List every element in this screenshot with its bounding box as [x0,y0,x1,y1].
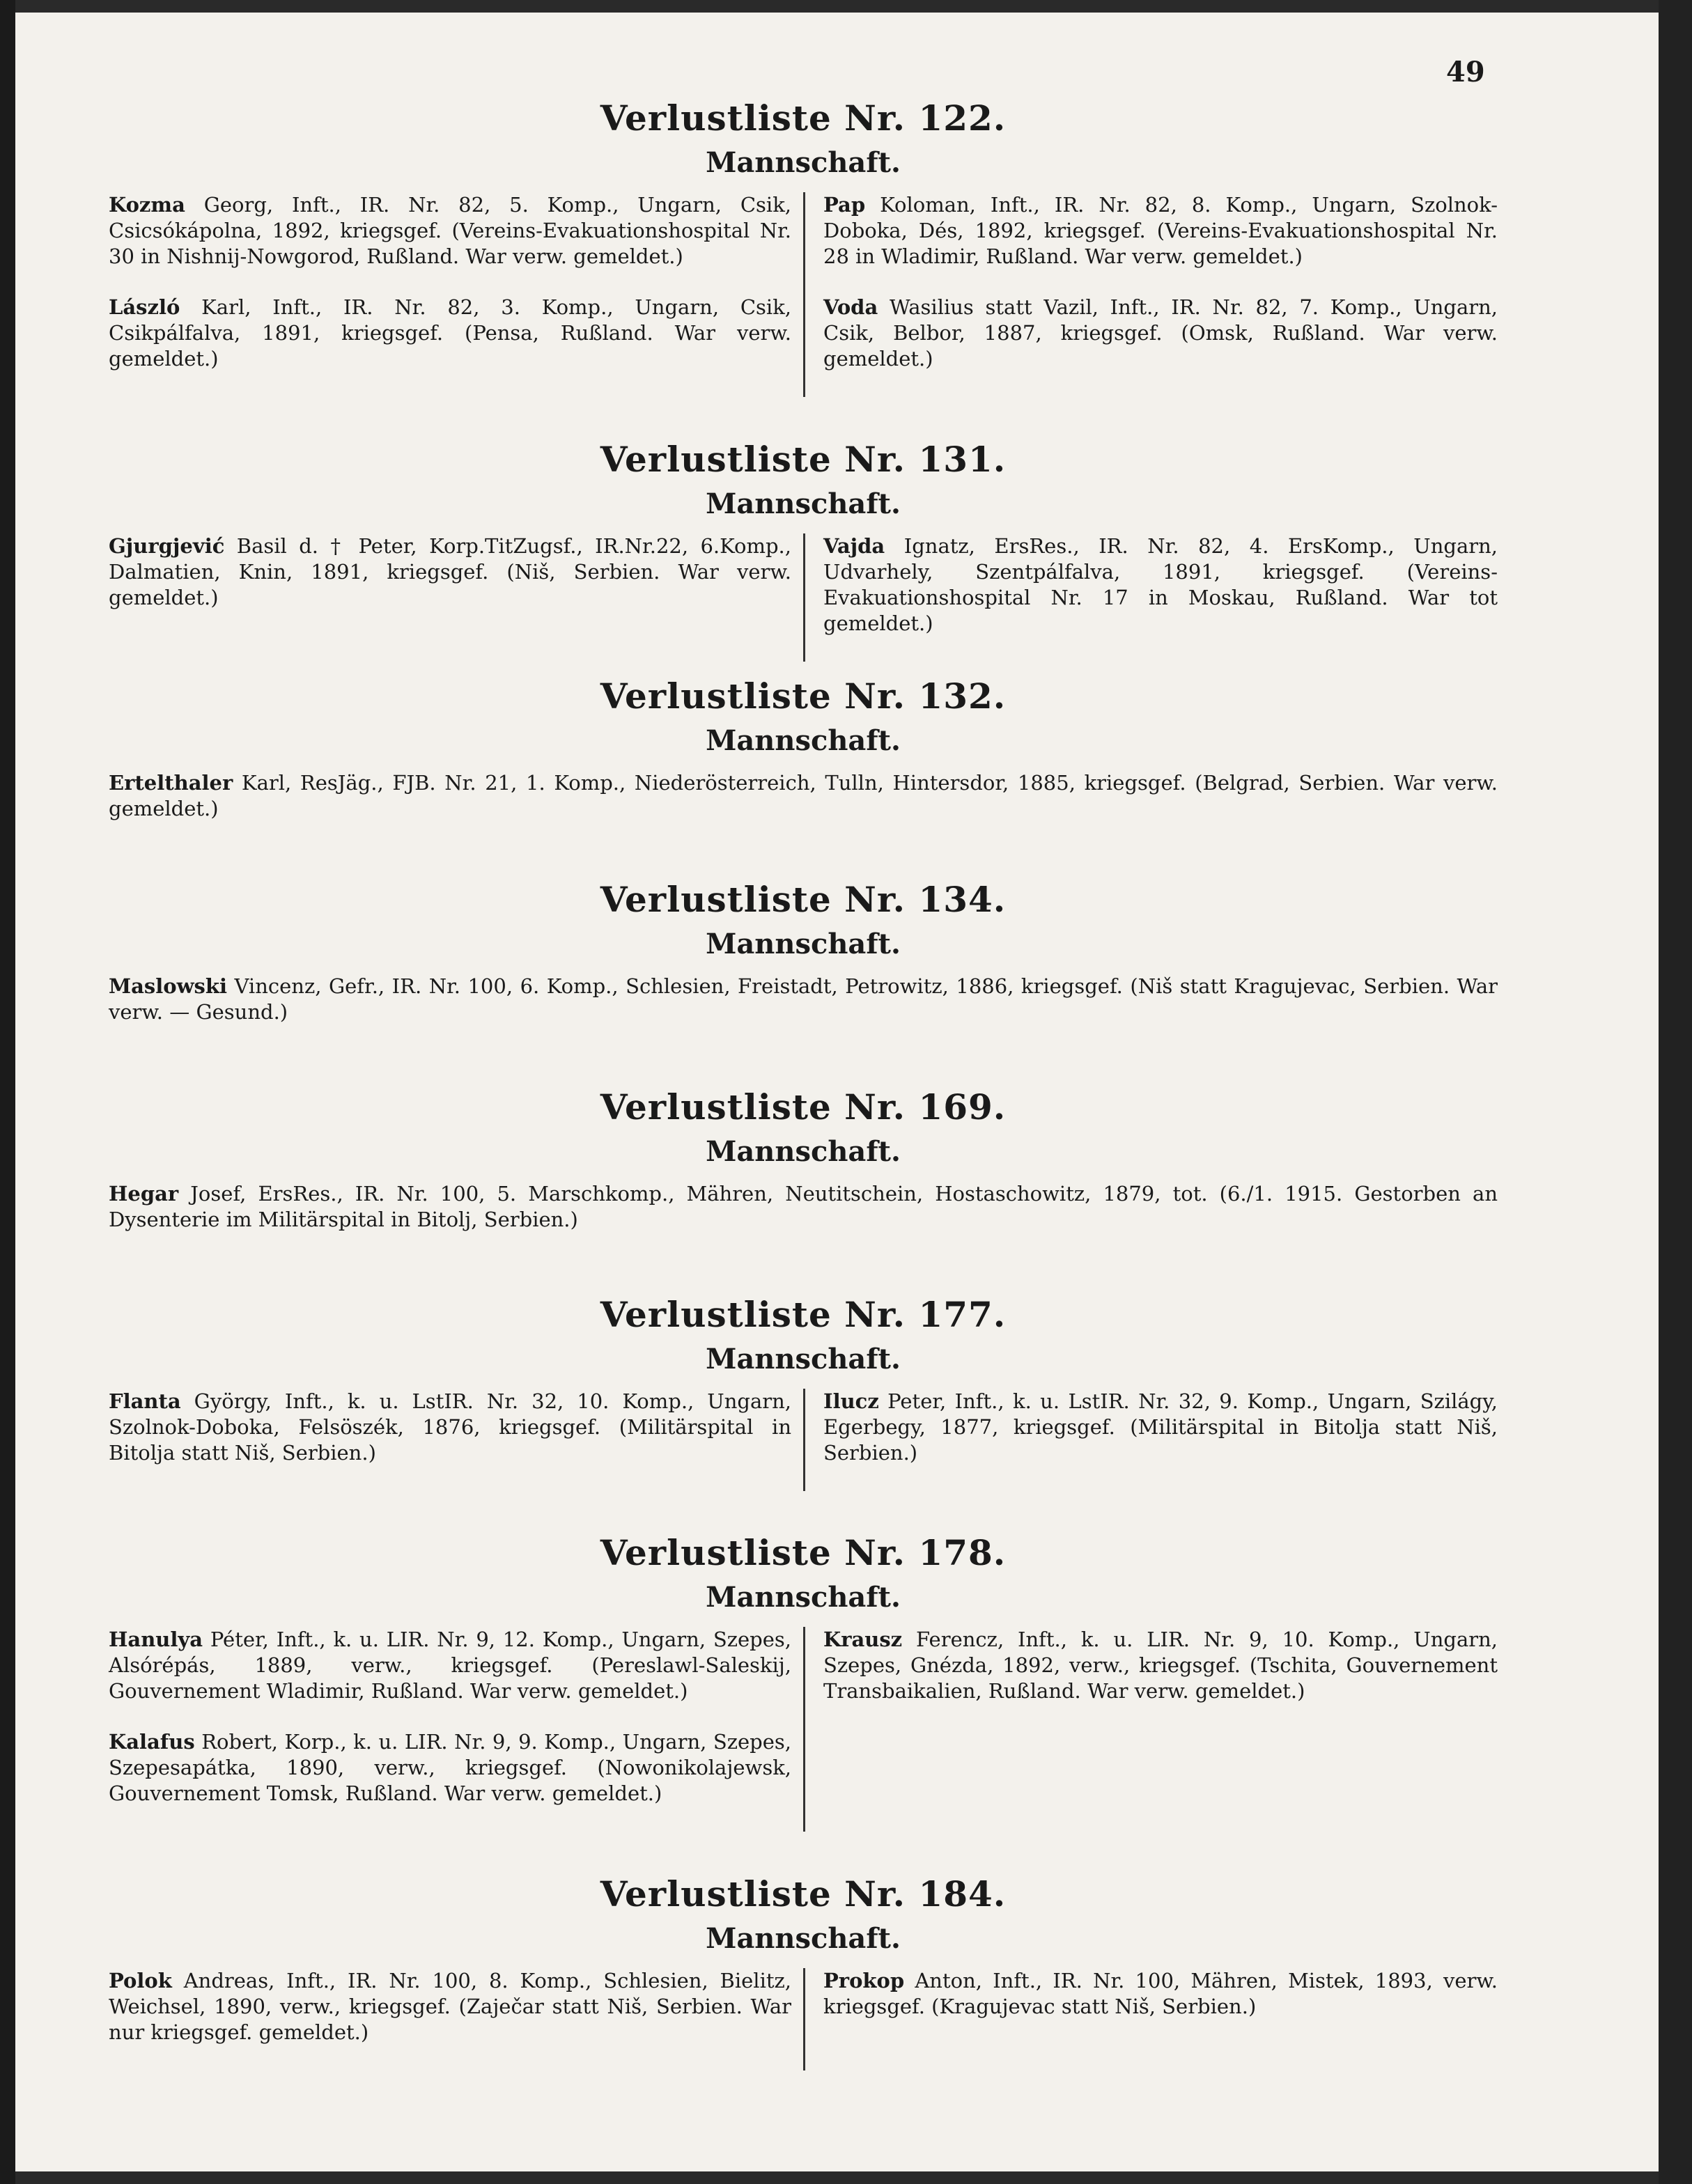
section-134 [109,879,1498,1025]
right-column [803,1389,1498,1491]
left-column [109,533,798,662]
section-169 [109,1086,1498,1233]
list-item [823,1968,1498,2020]
section-subtitle: Mannschaft. [706,724,901,757]
section-subtitle: Mannschaft. [706,146,901,179]
entry-text: Robert, Korp., k. u. LIR. Nr. 9, 9. Komp., Ungarn, Szepes, Szepesapátka, 1890, verw., kriegsgef. (Nowonikolajewsk, Gouvernement Tomsk, Rußland. War verw. gemeldet.) [109,1730,791,1805]
page-number: 49 [1446,56,1485,88]
entry-text: Péter, Inft., k. u. LIR. Nr. 9, 12. Komp., Ungarn, Szepes, Alsórépás, 1889, verw., kriegsgef. (Pereslawl-Saleskij, Gouvernement Wladimir, Rußland. War verw. gemeldet.) [109,1628,791,1703]
right-column [803,192,1498,397]
entry-name: Kalafus [109,1730,195,1754]
list-item [109,974,1498,1025]
entry-text: Ignatz, ErsRes., IR. Nr. 82, 4. ErsKomp., Ungarn, Udvarhely, Szentpálfalva, 1891, kriegsgef. (Vereins-Evakuationshospital Nr. 17 in Moskau, Rußland. War tot gemeldet.) [823,534,1498,635]
section-subtitle: Mannschaft. [706,928,901,960]
section-title: Verlustliste Nr. 131. [600,439,1007,480]
scan-edge-bottom [0,2171,1692,2184]
entry-text: Peter, Inft., k. u. LstIR. Nr. 32, 9. Komp., Ungarn, Szilágy, Egerbegy, 1877, kriegsgef. (Militärspital in Bitolja statt Niš, Serbien.) [823,1389,1498,1465]
entry-name: Kozma [109,193,185,217]
entry-text: Vincenz, Gefr., IR. Nr. 100, 6. Komp., Schlesien, Freistadt, Petrowitz, 1886, kriegsgef. (Niš statt Kragujevac, Serbien. War verw. — Gesund.) [109,974,1498,1024]
list-item [823,1627,1498,1704]
entry-name: Vajda [823,534,885,558]
left-column [109,1389,798,1491]
two-column-list [109,533,1498,662]
entry-text: Wasilius statt Vazil, Inft., IR. Nr. 82, 7. Komp., Ungarn, Csik, Belbor, 1887, kriegsgef. (Omsk, Rußland. War verw. gemeldet.) [823,295,1498,370]
entry-text: Karl, ResJäg., FJB. Nr. 21, 1. Komp., Niederösterreich, Tulln, Hintersdor, 1885, kriegsgef. (Belgrad, Serbien. War verw. gemeldet.) [109,771,1498,820]
left-column [109,1968,798,2070]
section-title: Verlustliste Nr. 134. [600,879,1007,920]
entry-name: László [109,295,180,319]
list-item [109,770,1498,822]
entry-text: Koloman, Inft., IR. Nr. 82, 8. Komp., Ungarn, Szolnok-Doboka, Dés, 1892, kriegsgef. (Vereins-Evakuationshospital Nr. 28 in Wladimir, Rußland. War verw. gemeldet.) [823,193,1498,268]
section-title: Verlustliste Nr. 177. [600,1294,1007,1335]
list-item [109,533,791,611]
list-item [109,1181,1498,1233]
scan-edge-right [1659,0,1692,2184]
section-subtitle: Mannschaft. [706,1343,901,1375]
entry-name: Krausz [823,1628,903,1651]
entry-name: Polok [109,1969,172,1992]
entry-text: Anton, Inft., IR. Nr. 100, Mähren, Mistek, 1893, verw. kriegsgef. (Kragujevac statt Niš, Serbien.) [823,1969,1498,2018]
section-title: Verlustliste Nr. 132. [600,676,1007,717]
section-subtitle: Mannschaft. [706,1922,901,1955]
section-title: Verlustliste Nr. 184. [600,1873,1007,1914]
left-column [109,192,798,397]
list-item [109,1968,791,2045]
entry-name: Maslowski [109,974,227,998]
two-column-list [109,1389,1498,1491]
entry-name: Ilucz [823,1389,879,1413]
section-184 [109,1873,1498,2070]
section-122 [109,98,1498,397]
entry-text: Josef, ErsRes., IR. Nr. 100, 5. Marschkomp., Mähren, Neutitschein, Hostaschowitz, 1879, tot. (6./1. 1915. Gestorben an Dysenterie im Militärspital in Bitolj, Serbien.) [109,1182,1498,1231]
list-item [109,1627,791,1704]
entry-name: Hegar [109,1182,179,1206]
list-item [823,1389,1498,1466]
entry-text: György, Inft., k. u. LstIR. Nr. 32, 10. Komp., Ungarn, Szolnok-Doboka, Felsöszék, 1876, kriegsgef. (Militärspital in Bitolja statt Niš, Serbien.) [109,1389,791,1465]
section-132 [109,676,1498,822]
list-item [109,1389,791,1466]
section-subtitle: Mannschaft. [706,1135,901,1168]
entry-name: Prokop [823,1969,905,1992]
section-title: Verlustliste Nr. 169. [600,1086,1007,1128]
entry-name: Hanulya [109,1628,203,1651]
entry-name: Ertelthaler [109,771,233,795]
section-subtitle: Mannschaft. [706,1581,901,1614]
list-item [823,295,1498,372]
entry-text: Karl, Inft., IR. Nr. 82, 3. Komp., Ungarn, Csik, Csikpálfalva, 1891, kriegsgef. (Pensa, Rußland. War verw. gemeldet.) [109,295,791,370]
entry-name: Pap [823,193,866,217]
entry-text: Andreas, Inft., IR. Nr. 100, 8. Komp., Schlesien, Bielitz, Weichsel, 1890, verw., kriegsgef. (Zaječar statt Niš, Serbien. War nur kriegsgef. gemeldet.) [109,1969,791,2044]
scan-edge-top [0,0,1692,13]
two-column-list [109,192,1498,397]
entry-name: Gjurgjević [109,534,225,558]
list-item [823,192,1498,270]
list-item [109,192,791,270]
right-column [803,1968,1498,2070]
section-131 [109,439,1498,662]
two-column-list [109,1968,1498,2070]
section-178 [109,1532,1498,1832]
section-subtitle: Mannschaft. [706,488,901,520]
two-column-list [109,1627,1498,1832]
entry-text: Georg, Inft., IR. Nr. 82, 5. Komp., Ungarn, Csik, Csicsókápolna, 1892, kriegsgef. (Vereins-Evakuationshospital Nr. 30 in Nishnij-Nowgorod, Rußland. War verw. gemeldet.) [109,193,791,268]
list-item [109,295,791,372]
left-column [109,1627,798,1832]
list-item [823,533,1498,637]
right-column [803,533,1498,662]
section-title: Verlustliste Nr. 122. [600,98,1007,139]
list-item [109,1729,791,1807]
right-column [803,1627,1498,1832]
entry-text: Basil d. † Peter, Korp.TitZugsf., IR.Nr.22, 6.Komp., Dalmatien, Knin, 1891, kriegsgef. (Niš, Serbien. War verw. gemeldet.) [109,534,791,609]
entry-name: Flanta [109,1389,181,1413]
section-title: Verlustliste Nr. 178. [600,1532,1007,1573]
entry-text: Ferencz, Inft., k. u. LIR. Nr. 9, 10. Komp., Ungarn, Szepes, Gnézda, 1892, verw., kriegsgef. (Tschita, Gouvernement Transbaikalien, Rußland. War verw. gemeldet.) [823,1628,1498,1703]
section-177 [109,1294,1498,1491]
scan-edge-left [0,0,15,2184]
entry-name: Voda [823,295,878,319]
